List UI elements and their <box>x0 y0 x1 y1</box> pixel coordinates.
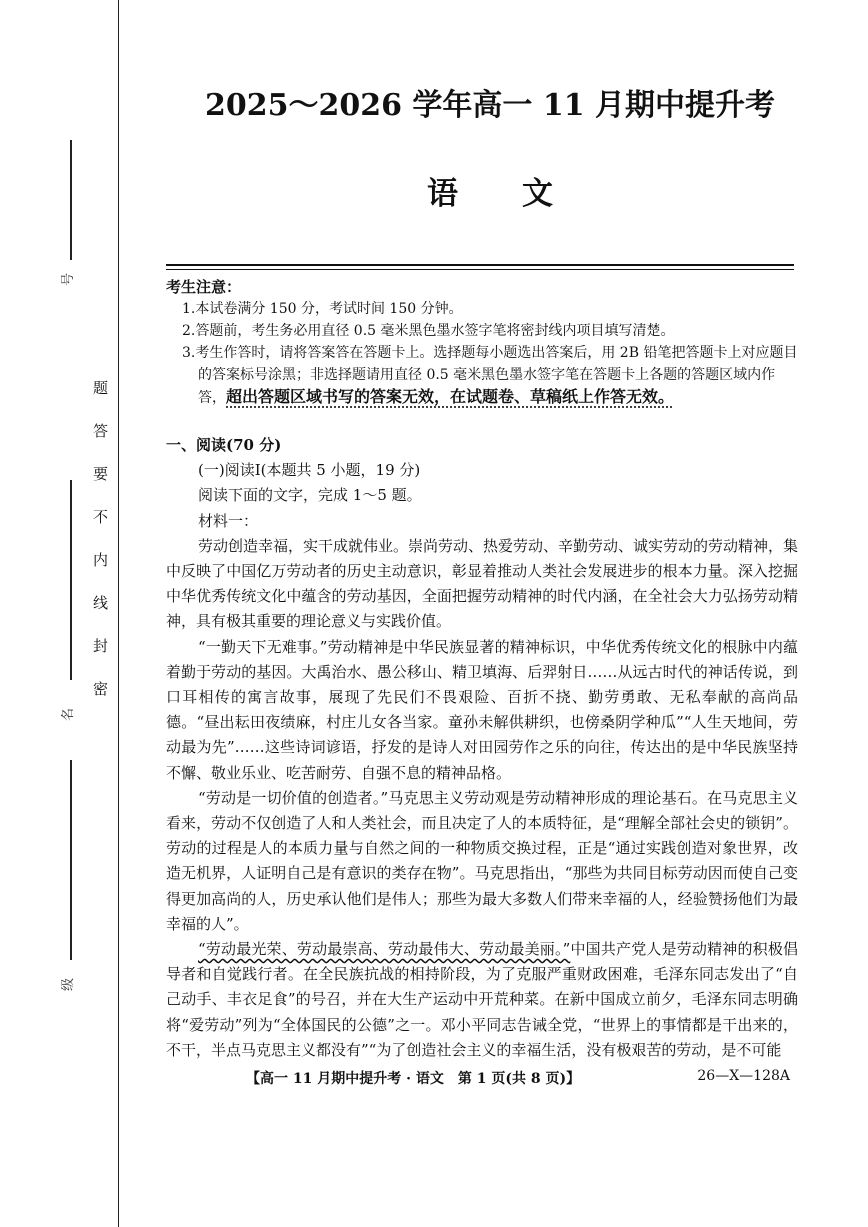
paragraph-3: “劳动是一切价值的创造者。”马克思主义劳动观是劳动精神形成的理论基石。在马克思主义看来，劳动不仅创造了人和人类社会，而且决定了人的本质特征，是“理解全部社会史的锁钥”。劳动的过程是人的本质力量与自然之间的一种物质交换过程，正是“通过实践创造对象世界，改造无机界，人证明自己是有意识的类存在物”。马克思指出，“那些为共同目标劳动因而使自己变得更加高尚的人，历史承认他们是伟人；那些为最大多数人们带来幸福的人，经验赞扬他们为最幸福的人”。 <box>166 788 798 933</box>
paragraph-2: “一勤天下无难事。”劳动精神是中华民族显著的精神标识，中华优秀传统文化的根脉中内蕴着勤于劳动的基因。大禹治水、愚公移山、精卫填海、后羿射日……从远古时代的神话传说，到口耳相传的寓言故事，展现了先民们不畏艰险、百折不挠、勤劳勇敢、无私奉献的高尚品德。“昼出耘田夜绩麻，村庄儿女各当家。童孙未解供耕织，也傍桑阴学种瓜”“人生天地间，劳动最为先”……这些诗词谚语，抒发的是诗人对田园劳作之乐的向往，传达出的是中华民族坚持不懈、敬业乐业、吃苦耐劳、自强不息的精神品格。 <box>166 637 798 782</box>
notice-item-3 <box>166 342 798 409</box>
seal-char-3: 要 <box>91 466 109 509</box>
seal-char-2: 答 <box>91 423 109 466</box>
binding-line-right <box>118 0 119 1227</box>
section-heading: 一、阅读(70 分) <box>166 436 282 454</box>
exam-notice <box>166 276 798 409</box>
reading-section <box>166 433 798 1063</box>
notice-item-2: 2.答题前，考生务必用直径 0.5 毫米黑色墨水签字笔将密封线内项目填写清楚。 <box>182 323 675 339</box>
footer-paper-code: 26—X—128A <box>697 1068 790 1084</box>
sub-section-heading: (一)阅读Ⅰ(本题共 5 小题，19 分) <box>198 461 421 480</box>
material-label: 材料一： <box>198 511 259 530</box>
notice-item-3-emphasis: 超出答题区域书写的答案无效，在试题卷、草稿纸上作答无效。 <box>226 387 675 406</box>
footer-page-info: 【高一 11 月期中提升考 · 语文 第 1 页(共 8 页)】 <box>246 1071 581 1087</box>
binding-margin <box>0 0 120 1227</box>
seal-char-5: 内 <box>91 552 109 595</box>
binding-instruction <box>90 380 111 724</box>
page-title: 2025～2026 学年高一 11 月期中提升考 <box>204 88 776 123</box>
stamp-label-3: 级 <box>61 977 77 992</box>
notice-item-1: 1.本试卷满分 150 分，考试时间 150 分钟。 <box>182 301 463 317</box>
seal-char-1: 题 <box>91 380 109 423</box>
paragraph-1: 劳动创造幸福，实干成就伟业。崇尚劳动、热爱劳动、辛勤劳动、诚实劳动的劳动精神，集中反映了中国亿万劳动者的历史主动意识，彰显着推动人类社会发展进步的根本力量。深入挖掘中华优秀传统文化中蕴含的劳动基因，全面把握劳动精神的时代内涵，在全社会大力弘扬劳动精神，具有极其重要的理论意义与实践价值。 <box>166 536 799 631</box>
reading-instruction: 阅读下面的文字，完成 1～5 题。 <box>198 486 422 505</box>
seal-char-8: 密 <box>91 681 109 724</box>
paragraph-4-quote: “劳动最光荣、劳动最崇高、劳动最伟大、劳动最美丽。” <box>198 940 571 959</box>
paragraph-4 <box>166 937 798 1063</box>
binding-line-lower <box>70 760 72 960</box>
seal-char-4: 不 <box>91 509 109 552</box>
seal-char-7: 封 <box>91 638 109 681</box>
notice-item-3-text: 3.考生作答时，请将答案答在答题卡上。选择题每小题选出答案后，用 2B 铅笔把答题卡上对应题目的答案标号涂黑；非选择题请用直径 0.5 毫米黑色墨水签字笔在答题卡上各题的答题区域内作答， <box>182 345 798 406</box>
seal-char-6: 线 <box>91 595 109 638</box>
subject-title: 语文 <box>427 176 617 212</box>
binding-line-upper <box>70 140 72 260</box>
notice-heading: 考生注意： <box>166 278 242 296</box>
header-rule-thin <box>166 269 794 270</box>
header-rule-thick <box>166 264 794 266</box>
paragraph-4-text: 中国共产党人是劳动精神的积极倡导者和自觉践行者。在全民族抗战的相持阶段，为了克服严重财政困难，毛泽东同志发出了“自己动手、丰衣足食”的号召，并在大生产运动中开荒种菜。在新中国成立前夕，毛泽东同志明确将“爱劳动”列为“全体国民的公德”之一。邓小平同志告诫全党，“世界上的事情都是干出来的，不干，半点马克思主义都没有”“为了创造社会主义的幸福生活，没有极艰苦的劳动，是不可能 <box>166 940 798 1059</box>
binding-line-middle <box>70 480 72 680</box>
stamp-label-1: 号 <box>61 272 77 287</box>
stamp-label-2: 名 <box>61 707 77 722</box>
